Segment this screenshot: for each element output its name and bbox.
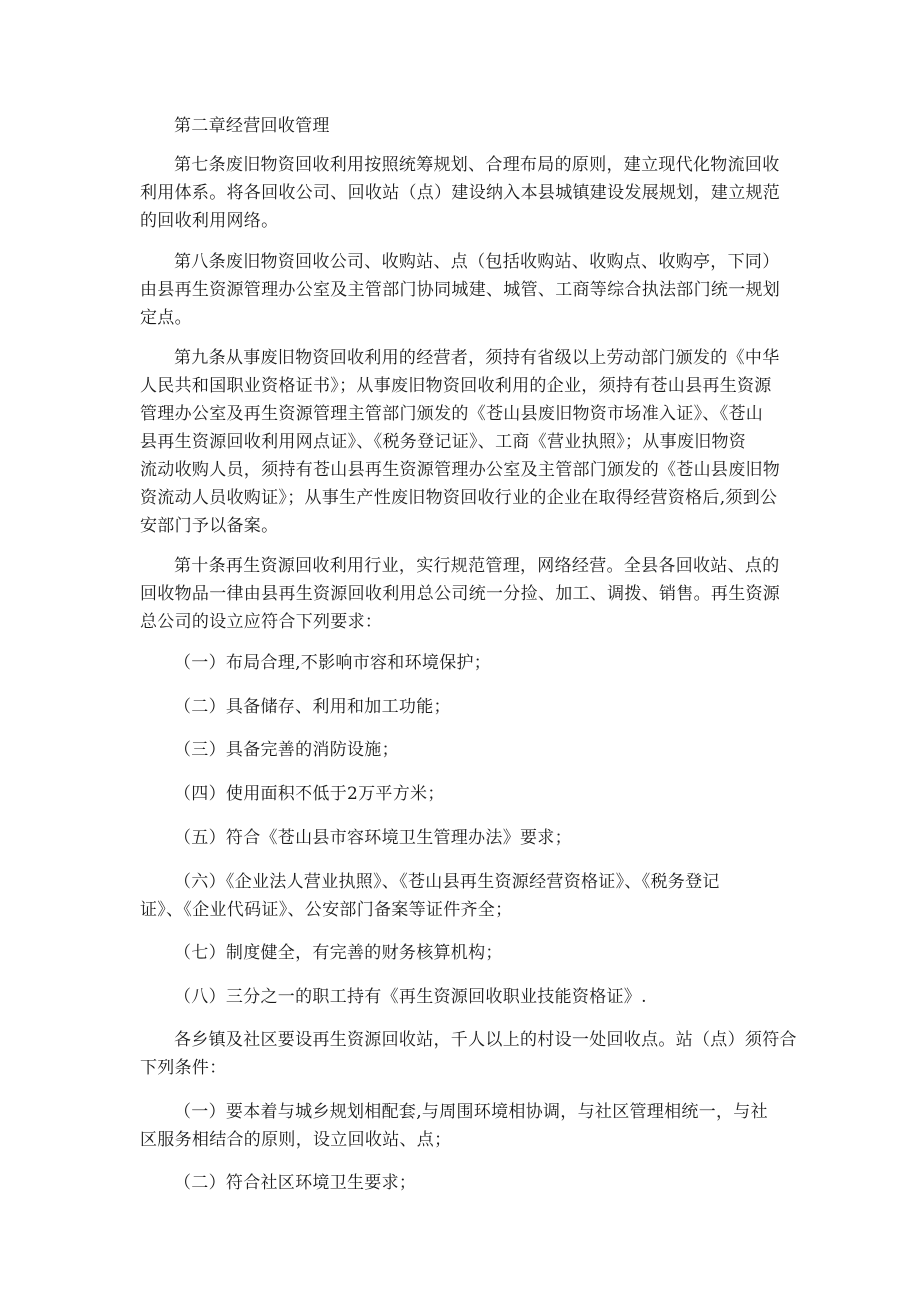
requirement-8: （八）三分之一的职工持有《再生资源回收职业技能资格证》. (174, 987, 647, 1007)
condition-1-line-2: 区服务相结合的原则，设立回收站、点； (140, 1130, 452, 1150)
condition-2: （二）符合社区环境卫生要求； (174, 1173, 417, 1193)
requirement-1: （一）布局合理,不影响市容和环境保护； (174, 653, 492, 673)
article-9-line-5: 流动收购人员，须持有苍山县再生资源管理办公室及主管部门颁发的《苍山县废旧物 (140, 460, 781, 480)
article-9-line-6: 资流动人员收购证》；从事生产性废旧物资回收行业的企业在取得经营资格后,须到公 (140, 488, 778, 508)
article-8-line-1: 第八条废旧物资回收公司、收购站、点（包括收购站、收购点、收购亭，下同） (174, 252, 780, 272)
article-10-line-1: 第十条再生资源回收利用行业，实行规范管理，网络经营。全县各回收站、点的 (174, 556, 780, 576)
requirement-6-line-2: 证》、《企业代码证》、公安部门备案等证件齐全； (140, 900, 513, 920)
chapter-title: 第二章经营回收管理 (174, 116, 330, 136)
requirement-3: （三）具备完善的消防设施； (174, 740, 399, 760)
requirement-7: （七）制度健全，有完善的财务核算机构； (174, 943, 503, 963)
article-7-line-3: 的回收利用网络。 (140, 211, 279, 231)
article-9-line-4: 县再生资源回收利用网点证》、《税务登记证》、工商《营业执照》；从事废旧物资 (140, 432, 747, 452)
article-7-line-1: 第七条废旧物资回收利用按照统筹规划、合理布局的原则，建立现代化物流回收 (174, 155, 780, 175)
requirement-4: （四）使用面积不低于2万平方米； (174, 784, 445, 804)
requirement-5: （五）符合《苍山县市容环境卫生管理办法》要求； (174, 828, 572, 848)
township-line-1: 各乡镇及社区要设再生资源回收站，千人以上的村设一处回收点。站（点）须符合 (174, 1030, 797, 1050)
article-9-line-7: 安部门予以备案。 (140, 516, 279, 536)
requirement-6-line-1: （六）《企业法人营业执照》、《苍山县再生资源经营资格证》、《税务登记 (174, 872, 720, 892)
article-8-line-2: 由县再生资源管理办公室及主管部门协同城建、城管、工商等综合执法部门统一规划 (140, 280, 781, 300)
article-10-line-2: 回收物品一律由县再生资源回收利用总公司统一分捡、加工、调拨、销售。再生资源 (140, 584, 781, 604)
article-9-line-3: 管理办公室及再生资源管理主管部门颁发的《苍山县废旧物资市场准入证》、《苍山 (140, 404, 764, 424)
requirement-2: （二）具备储存、利用和加工功能； (174, 697, 451, 717)
township-line-2: 下列条件： (140, 1058, 227, 1078)
article-9-line-2: 人民共和国职业资格证书》；从事废旧物资回收利用的企业，须持有苍山县再生资源 (140, 376, 772, 396)
condition-1-line-1: （一）要本着与城乡规划相配套,与周围环境相协调，与社区管理相统一，与社 (174, 1102, 768, 1122)
article-10-line-3: 总公司的设立应符合下列要求： (140, 612, 383, 632)
article-9-line-1: 第九条从事废旧物资回收利用的经营者，须持有省级以上劳动部门颁发的《中华 (174, 348, 780, 368)
article-7-line-2: 利用体系。将各回收公司、回收站（点）建设纳入本县城镇建设发展规划，建立规范 (140, 183, 781, 203)
article-8-line-3: 定点。 (140, 308, 192, 328)
